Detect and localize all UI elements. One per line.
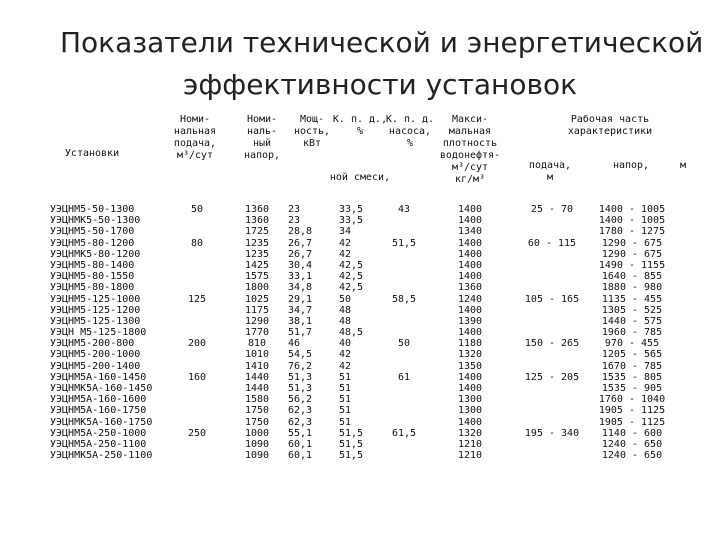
header-moshch-line: кВт [302, 138, 322, 149]
column-moshch [288, 204, 328, 461]
table-cell: 1760 - 1040 [598, 394, 666, 406]
table-cell: 105 - 165 [524, 293, 580, 305]
table-cell: 26,7 [288, 237, 313, 249]
table-cell [520, 439, 584, 450]
header-kpd-line: К. п. д., [332, 114, 388, 125]
table-cell: 1400 [457, 248, 483, 260]
header-plotnost-line: м³/сут [451, 162, 489, 173]
table-cell: 51,5 [339, 438, 364, 450]
header-plotnost-line: кг/м³ [454, 174, 486, 185]
table-cell: 1400 [457, 327, 483, 339]
table-cell [177, 327, 217, 338]
table-cell: 61,5 [391, 427, 417, 439]
header-podacha-line: нальная [173, 126, 217, 137]
table-cell: 51,5 [339, 450, 364, 462]
table-cell [177, 316, 217, 327]
table-cell: 1905 - 1125 [598, 405, 666, 417]
table-cell: 1400 [457, 371, 483, 383]
table-cell: 62,3 [288, 416, 313, 428]
table-cell [520, 394, 584, 405]
table-cell: 1360 [244, 215, 270, 227]
table-cell: 1425 [244, 259, 270, 271]
table-cell [520, 215, 584, 226]
table-cell: 1320 [457, 349, 483, 361]
table-cell: 54,5 [288, 349, 313, 361]
column-napor [237, 204, 277, 461]
table-cell: 1580 [244, 394, 270, 406]
column-plotnost [450, 204, 490, 461]
table-cell: 1400 [457, 204, 483, 215]
table-cell: 33,1 [288, 271, 313, 283]
table-cell [388, 361, 420, 372]
table-cell [388, 282, 420, 293]
table-cell: УЭЦНМ5-125-1300 [50, 315, 141, 327]
table-cell: 1400 [457, 304, 483, 316]
table-cell: УЭЦНМК5А-160-1450 [50, 383, 153, 394]
header-podacha [160, 114, 230, 162]
table-cell: 1800 [244, 282, 270, 294]
table-cell: УЭЦНМ5А-160-1450 [50, 371, 147, 383]
table-cell: 29,1 [288, 293, 313, 305]
column-names [50, 204, 162, 461]
table-cell: 40 [339, 338, 352, 350]
table-cell [520, 249, 584, 260]
table-cell: 1440 [244, 383, 270, 394]
table-cell: 1350 [457, 360, 483, 372]
table-cell [177, 439, 217, 450]
column-kpd-nasosa [388, 204, 420, 461]
table-cell: 1180 [457, 338, 483, 350]
column-rab-podacha [520, 204, 584, 461]
table-cell [520, 361, 584, 372]
table-cell: УЭЦНМ5-125-1000 [50, 293, 141, 305]
table-cell: 1400 [457, 237, 483, 249]
table-cell [388, 249, 420, 260]
header-rab-chast-line: характеристики [567, 126, 653, 137]
title-line-2: эффективности установок [182, 68, 578, 101]
table-cell [177, 450, 217, 461]
table-cell: 80 [190, 237, 204, 249]
table-cell [520, 305, 584, 316]
header-ustanovki: Установки [64, 148, 120, 159]
table-cell: 42,5 [339, 282, 364, 294]
table-cell: 1750 [244, 416, 270, 428]
table-cell [388, 316, 420, 327]
table-cell: 42,5 [339, 259, 364, 271]
table-cell: 1400 [457, 383, 483, 394]
table-cell: 42,5 [339, 271, 364, 283]
table-cell: 1535 - 905 [601, 383, 663, 394]
table-cell: 46 [288, 338, 301, 350]
table-cell: 150 - 265 [524, 338, 580, 350]
table-cell [388, 450, 420, 461]
table-cell [520, 450, 584, 461]
table-cell: 200 [187, 338, 207, 350]
table-cell: УЭЦНМК5-80-1200 [50, 248, 141, 260]
table-cell: УЭЦНМ5-200-800 [50, 338, 135, 350]
table-cell: УЭЦН М5-125-1800 [50, 327, 147, 339]
table-cell: 1440 [244, 371, 270, 383]
table-cell [520, 316, 584, 327]
table-cell: 50 [190, 204, 204, 215]
table-cell: УЭЦНМК5А-160-1750 [50, 416, 153, 428]
table-cell: 55,1 [288, 427, 313, 439]
table-cell: 1320 [457, 427, 483, 439]
table-cell: 1725 [244, 226, 270, 238]
table-cell: 1640 - 855 [601, 271, 663, 283]
table-cell [177, 383, 217, 394]
table-cell: УЭЦНМ5А-160-1600 [50, 394, 147, 406]
table-cell [177, 271, 217, 282]
table-cell: 50 [397, 338, 411, 350]
table-cell: УЭЦНМ5-80-1200 [50, 237, 135, 249]
table-cell [520, 271, 584, 282]
header-kpd-nasosa-line: насоса, [388, 126, 432, 137]
table-cell: 48,5 [339, 327, 364, 339]
table-cell [177, 249, 217, 260]
header-rab-podacha [516, 160, 584, 184]
table-cell: 1670 - 785 [601, 360, 663, 372]
table-cell: 51 [339, 405, 352, 417]
table-cell: 1750 [244, 405, 270, 417]
table-cell: УЭЦНМ5-50-1700 [50, 226, 135, 238]
table-cell [520, 282, 584, 293]
table-cell: 1575 [244, 271, 270, 283]
table-cell [177, 305, 217, 316]
table-cell: УЭЦНМ5-125-1200 [50, 304, 141, 316]
table-cell [388, 383, 420, 394]
table-cell: 1290 - 675 [601, 237, 663, 249]
table-cell: 1905 - 1125 [598, 416, 666, 428]
table-cell: 1535 - 805 [601, 371, 663, 383]
table-cell: 1400 [457, 215, 483, 227]
table-cell: 76,2 [288, 360, 313, 372]
table-cell [177, 361, 217, 372]
table-cell [388, 327, 420, 338]
table-cell: 25 - 70 [530, 204, 574, 215]
table-cell: 1490 - 1155 [598, 259, 666, 271]
table-cell: 38,1 [288, 315, 313, 327]
column-rab-napor [590, 204, 674, 461]
table-cell: 1205 - 565 [601, 349, 663, 361]
header-rab-napor: напор, [612, 160, 650, 171]
table-cell: 1140 - 600 [601, 427, 663, 439]
header-kpd-line: % [356, 126, 364, 137]
table-cell: 1210 [457, 450, 483, 462]
table-cell: 51,3 [288, 371, 313, 383]
table-cell: 43 [397, 204, 411, 215]
table-cell: 1440 - 575 [601, 315, 663, 327]
column-podacha [177, 204, 217, 461]
table-cell: 250 [187, 427, 207, 439]
table-cell [388, 271, 420, 282]
table-cell: 51,5 [339, 427, 364, 439]
table-cell: 1300 [457, 394, 483, 406]
table-cell: УЭЦНМ5-80-1800 [50, 282, 135, 294]
table-cell: 810 [247, 338, 267, 350]
table-cell: 1400 - 1005 [598, 204, 666, 215]
table-cell: 50 [339, 293, 352, 305]
table-cell [520, 417, 584, 428]
table-cell [177, 349, 217, 360]
header-podacha-line: Номи- [179, 114, 211, 125]
header-plotnost-line: Макси- [451, 114, 489, 125]
table-cell [177, 405, 217, 416]
table-cell: 1340 [457, 226, 483, 238]
table-cell [520, 383, 584, 394]
table-cell: 1235 [244, 248, 270, 260]
table-cell: 51 [339, 371, 352, 383]
table-cell: 1400 [457, 271, 483, 283]
table-cell: 51 [339, 383, 352, 394]
header-kpd-smesi: ной смеси, [329, 172, 391, 183]
header-kpd-nasosa-line: % [406, 138, 414, 149]
table-cell: 58,5 [391, 293, 417, 305]
table-cell: 970 - 455 [604, 338, 660, 350]
table-cell: 42 [339, 360, 352, 372]
table-cell [388, 226, 420, 237]
table-cell [520, 327, 584, 338]
table-cell: УЭЦНМ5-200-1000 [50, 349, 141, 361]
header-edge-m: м [679, 160, 687, 171]
table-cell: УЭЦНМ5А-250-1000 [50, 427, 147, 439]
table-cell: 195 - 340 [524, 427, 580, 439]
table-cell [177, 226, 217, 237]
table-cell: 125 - 205 [524, 371, 580, 383]
header-podacha-line: м³/сут [176, 150, 214, 161]
header-plotnost-line: водонефтя- [439, 150, 501, 161]
header-napor-line: Номи- [246, 114, 278, 125]
table-cell [177, 282, 217, 293]
table-cell: 34 [339, 226, 352, 238]
page-title [60, 22, 704, 106]
header-rab-podacha-line: м [546, 172, 554, 183]
table-cell: УЭЦНМК5-50-1300 [50, 215, 141, 227]
table-cell: 1770 [244, 327, 270, 339]
table-cell: 26,7 [288, 248, 313, 260]
table-cell: 1390 [457, 315, 483, 327]
table-cell: 42 [339, 349, 352, 361]
table-cell [388, 349, 420, 360]
table-cell [177, 394, 217, 405]
table-cell: 1290 [244, 315, 270, 327]
table-cell: 1880 - 980 [601, 282, 663, 294]
header-plotnost-line: мальная [448, 126, 492, 137]
table-cell [177, 260, 217, 271]
table-cell: 1400 [457, 416, 483, 428]
table-cell: 1000 [244, 427, 270, 439]
table-cell: 1240 - 650 [601, 438, 663, 450]
table-cell [388, 394, 420, 405]
table-cell: УЭЦНМ5-200-1400 [50, 360, 141, 372]
title-line-1: Показатели технической и энергетической [60, 26, 704, 59]
header-podacha-line: подача, [173, 138, 217, 149]
table-cell: 34,7 [288, 304, 313, 316]
table-cell: 160 [187, 371, 207, 383]
table-cell [388, 439, 420, 450]
table-cell: 51,7 [288, 327, 313, 339]
table-cell: УЭЦНМ5А-250-1100 [50, 438, 147, 450]
table-cell: 1090 [244, 450, 270, 462]
table-cell: 125 [187, 293, 207, 305]
table-cell: 1400 [457, 259, 483, 271]
table-cell: 1240 - 650 [601, 450, 663, 462]
table-cell: 51 [339, 416, 352, 428]
table-cell: 30,4 [288, 259, 313, 271]
table-cell: 1235 [244, 237, 270, 249]
table-cell: 1300 [457, 405, 483, 417]
table-cell [177, 215, 217, 226]
table-cell [388, 260, 420, 271]
table-cell: 48 [339, 304, 352, 316]
table-cell: 34,8 [288, 282, 313, 294]
table-cell [520, 260, 584, 271]
table-cell: 42 [339, 237, 352, 249]
table-cell: 1090 [244, 438, 270, 450]
table-cell [520, 349, 584, 360]
table-cell: 60,1 [288, 450, 313, 462]
table-cell: 1175 [244, 304, 270, 316]
header-plotnost-line: плотность [442, 138, 498, 149]
table-cell: 28,8 [288, 226, 313, 238]
table-cell: 1360 [457, 282, 483, 294]
table-cell [177, 417, 217, 428]
header-moshch-line: Мощ- [299, 114, 325, 125]
header-kpd-nasosa-line: К. п. д. [385, 114, 435, 125]
column-kpd [339, 204, 379, 461]
table-cell: 56,2 [288, 394, 313, 406]
header-plotnost [428, 114, 512, 186]
table-cell: УЭЦНМ5-80-1400 [50, 259, 135, 271]
table-cell: 61 [397, 371, 411, 383]
table-cell: 1240 [457, 293, 483, 305]
table-cell: 1400 - 1005 [598, 215, 666, 227]
table-cell: 51 [339, 394, 352, 406]
table-cell: 23 [288, 215, 301, 227]
header-napor-line: ный [252, 138, 272, 149]
table-cell [520, 226, 584, 237]
table-cell: 1360 [244, 204, 270, 215]
header-napor-line: напор, [243, 150, 281, 161]
table-cell: 33,5 [339, 215, 364, 227]
table-cell: 48 [339, 315, 352, 327]
header-rab-chast-line: Рабочая часть [570, 114, 650, 125]
table-cell: 42 [339, 248, 352, 260]
table-cell: 1025 [244, 293, 270, 305]
table-cell [388, 305, 420, 316]
table-cell: 1010 [244, 349, 270, 361]
header-rab-chast [550, 114, 670, 138]
table-cell: 1210 [457, 438, 483, 450]
header-napor-line: наль- [246, 126, 278, 137]
table-cell: УЭЦНМК5А-250-1100 [50, 450, 153, 462]
table-cell: 1960 - 785 [601, 327, 663, 339]
table-cell: 60,1 [288, 438, 313, 450]
table-cell: 51,3 [288, 383, 313, 394]
table-cell: 1290 - 675 [601, 248, 663, 260]
table-cell: 1305 - 525 [601, 304, 663, 316]
table-cell: УЭЦНМ5-80-1550 [50, 271, 135, 283]
table-cell: 33,5 [339, 204, 364, 215]
table-cell: 51,5 [391, 237, 417, 249]
table-cell [388, 405, 420, 416]
table-cell: 62,3 [288, 405, 313, 417]
table-cell: 1780 - 1275 [598, 226, 666, 238]
table-cell [520, 405, 584, 416]
table-cell: 60 - 115 [527, 237, 577, 249]
header-moshch-line: ность, [293, 126, 331, 137]
table-cell [388, 417, 420, 428]
table-cell: 23 [288, 204, 301, 215]
table-cell: 1410 [244, 360, 270, 372]
table-cell: 1135 - 455 [601, 293, 663, 305]
table-cell [388, 215, 420, 226]
table-cell: УЭЦНМ5А-160-1750 [50, 405, 147, 417]
header-rab-podacha-line: подача, [528, 160, 572, 171]
table-cell: УЭЦНМ5-50-1300 [50, 204, 135, 215]
